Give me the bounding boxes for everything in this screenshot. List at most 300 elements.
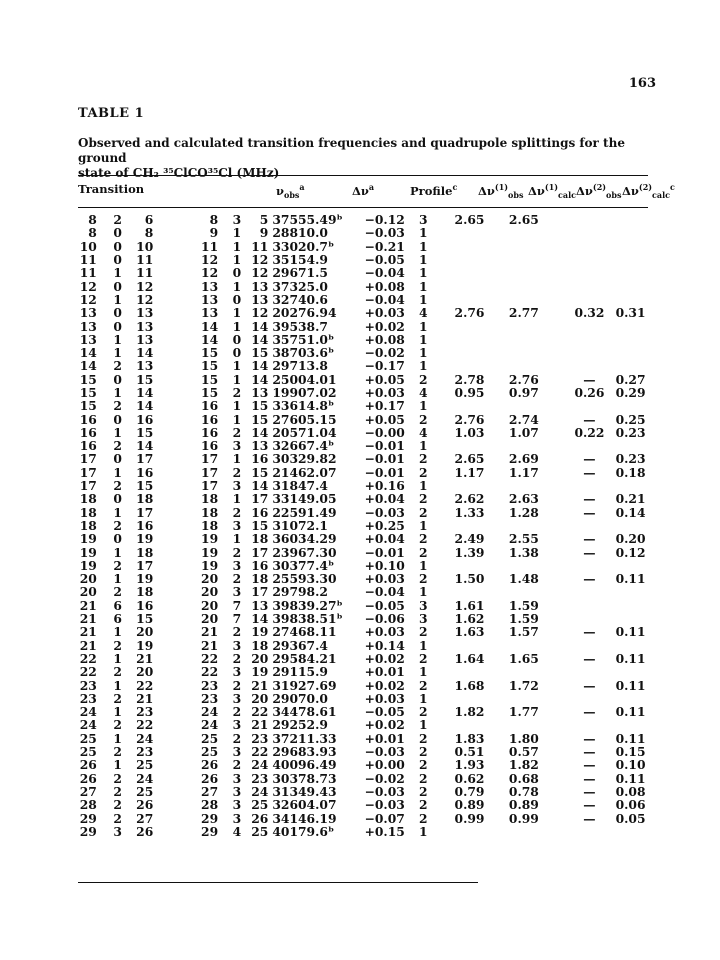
cell-dnu1-calc: 2.77 bbox=[508, 305, 539, 321]
cell-kc-upper: 17 bbox=[136, 451, 154, 467]
cell-dnu1-calc: 2.65 bbox=[508, 212, 539, 228]
cell-ka-upper: 1 bbox=[113, 424, 122, 440]
cell-dnu1-obs: 2.76 bbox=[454, 305, 485, 321]
cell-ka-lower: 7 bbox=[232, 597, 242, 613]
cell-dnu2-obs: — bbox=[583, 730, 596, 746]
cell-profile: 1 bbox=[418, 557, 428, 573]
table-row bbox=[78, 572, 668, 585]
cell-ka-lower: 1 bbox=[232, 411, 242, 427]
data-table bbox=[78, 213, 668, 838]
cell-ka-lower: 2 bbox=[232, 504, 242, 520]
cell-ka-lower: 1 bbox=[232, 358, 242, 374]
cell-ka-lower: 3 bbox=[232, 717, 242, 733]
table-row bbox=[78, 771, 668, 784]
cell-profile: 2 bbox=[418, 810, 428, 826]
cell-dnu2-obs: — bbox=[583, 677, 596, 693]
cell-ka-upper: 1 bbox=[113, 677, 122, 693]
cell-delta-nu: −0.01 bbox=[364, 438, 405, 454]
cell-ka-lower: 3 bbox=[232, 664, 242, 680]
cell-j-lower: 19 bbox=[201, 531, 219, 547]
cell-dnu2-calc: 0.25 bbox=[615, 411, 646, 427]
table-row bbox=[78, 519, 668, 532]
cell-ka-upper: 2 bbox=[113, 478, 122, 494]
table-row bbox=[78, 452, 668, 465]
cell-kc-lower: 17 bbox=[251, 491, 269, 507]
cell-dnu2-obs: 0.22 bbox=[574, 424, 605, 440]
header-dnu2-obs: $\Delta\nu^{(2)}_{obs}$ bbox=[576, 182, 622, 201]
cell-delta-nu: +0.03 bbox=[364, 690, 405, 706]
cell-dnu1-calc bbox=[509, 266, 563, 279]
cell-j-lower: 24 bbox=[201, 704, 219, 720]
cell-dnu2-calc: 0.12 bbox=[615, 544, 646, 560]
cell-ka-lower: 1 bbox=[232, 252, 242, 268]
cell-dnu2-calc bbox=[616, 213, 668, 226]
cell-dnu1-calc bbox=[509, 359, 563, 372]
table-row bbox=[78, 599, 668, 612]
cell-dnu1-obs: 0.89 bbox=[454, 797, 485, 813]
cell-dnu2-calc bbox=[616, 333, 668, 346]
cell-j-upper: 15 bbox=[79, 398, 97, 414]
cell-nu-obs: 37211.33 bbox=[272, 730, 337, 746]
cell-j-lower: 16 bbox=[201, 424, 219, 440]
cell-delta-nu: −0.21 bbox=[364, 238, 405, 254]
cell-j-upper: 20 bbox=[79, 571, 97, 587]
cell-delta-nu: +0.02 bbox=[364, 318, 405, 334]
cell-nu-obs: 20276.94 bbox=[272, 305, 337, 321]
cell-ka-upper: 0 bbox=[113, 278, 122, 294]
cell-dnu1-calc: 2.55 bbox=[508, 531, 539, 547]
cell-dnu1-obs: 1.68 bbox=[454, 677, 485, 693]
cell-kc-upper: 15 bbox=[136, 611, 154, 627]
cell-delta-nu: −0.03 bbox=[364, 744, 405, 760]
cell-dnu2-calc bbox=[616, 359, 668, 372]
cell-j-upper: 16 bbox=[79, 438, 97, 454]
cell-j-upper: 12 bbox=[79, 278, 97, 294]
table-row bbox=[78, 373, 668, 386]
cell-dnu2-obs: — bbox=[583, 451, 596, 467]
cell-delta-nu: +0.17 bbox=[364, 398, 405, 414]
cell-dnu1-obs: 1.33 bbox=[454, 504, 485, 520]
cell-kc-upper: 10 bbox=[136, 238, 154, 254]
cell-nu-obs: 30377.4ᵇ bbox=[272, 557, 335, 573]
cell-dnu2-obs: — bbox=[583, 624, 596, 640]
cell-dnu2-calc: 0.31 bbox=[615, 305, 646, 321]
cell-kc-lower: 22 bbox=[251, 744, 269, 760]
cell-j-lower: 17 bbox=[201, 451, 219, 467]
cell-ka-lower: 2 bbox=[232, 704, 242, 720]
cell-profile: 2 bbox=[418, 650, 428, 666]
cell-kc-upper: 23 bbox=[136, 704, 154, 720]
cell-j-lower: 25 bbox=[201, 744, 219, 760]
cell-j-lower: 28 bbox=[201, 797, 219, 813]
cell-nu-obs: 32604.07 bbox=[272, 797, 337, 813]
cell-delta-nu: −0.04 bbox=[364, 584, 405, 600]
cell-kc-upper: 11 bbox=[136, 265, 154, 281]
cell-j-upper: 29 bbox=[79, 823, 97, 839]
cell-dnu1-obs: 0.51 bbox=[454, 744, 485, 760]
cell-profile: 1 bbox=[418, 398, 428, 414]
cell-dnu2-obs bbox=[563, 718, 615, 731]
cell-kc-upper: 20 bbox=[136, 664, 154, 680]
cell-ka-upper: 2 bbox=[113, 770, 122, 786]
cell-profile: 1 bbox=[418, 225, 428, 241]
cell-ka-lower: 1 bbox=[232, 451, 242, 467]
cell-kc-lower: 20 bbox=[251, 650, 269, 666]
cell-kc-upper: 17 bbox=[136, 504, 154, 520]
cell-nu-obs: 29671.5 bbox=[272, 265, 328, 281]
cell-dnu1-obs bbox=[455, 319, 509, 332]
cell-dnu1-obs bbox=[455, 479, 509, 492]
page-number: 163 bbox=[628, 76, 656, 91]
cell-ka-upper: 2 bbox=[113, 584, 122, 600]
cell-ka-upper: 1 bbox=[113, 291, 122, 307]
cell-kc-upper: 14 bbox=[136, 345, 154, 361]
cell-dnu1-obs bbox=[455, 825, 509, 838]
cell-ka-lower: 3 bbox=[232, 783, 242, 799]
cell-dnu1-calc: 0.99 bbox=[508, 810, 539, 826]
cell-dnu2-calc: 0.23 bbox=[615, 451, 646, 467]
cell-j-lower: 26 bbox=[201, 770, 219, 786]
cell-j-lower: 19 bbox=[201, 544, 219, 560]
cell-kc-upper: 6 bbox=[144, 212, 154, 228]
cell-profile: 1 bbox=[418, 345, 428, 361]
cell-dnu1-obs bbox=[455, 346, 509, 359]
cell-nu-obs: 34478.61 bbox=[272, 704, 337, 720]
cell-nu-obs: 33614.8ᵇ bbox=[272, 398, 335, 414]
cell-delta-nu: +0.15 bbox=[364, 823, 405, 839]
cell-profile: 2 bbox=[418, 783, 428, 799]
header-rule bbox=[78, 207, 648, 208]
cell-ka-lower: 1 bbox=[232, 238, 242, 254]
cell-ka-upper: 0 bbox=[113, 252, 122, 268]
cell-dnu2-obs bbox=[563, 319, 615, 332]
cell-j-upper: 13 bbox=[79, 318, 97, 334]
cell-dnu1-calc: 1.17 bbox=[508, 464, 539, 480]
cell-dnu2-calc bbox=[616, 479, 668, 492]
cell-ka-upper: 2 bbox=[113, 717, 122, 733]
cell-kc-lower: 23 bbox=[251, 730, 269, 746]
cell-profile: 1 bbox=[418, 291, 428, 307]
cell-dnu2-obs: — bbox=[583, 810, 596, 826]
cell-delta-nu: +0.02 bbox=[364, 677, 405, 693]
table-row bbox=[78, 346, 668, 359]
cell-dnu1-calc: 0.57 bbox=[508, 744, 539, 760]
cell-ka-lower: 3 bbox=[232, 744, 242, 760]
cell-nu-obs: 39839.27ᵇ bbox=[272, 597, 343, 613]
cell-dnu1-calc: 1.72 bbox=[508, 677, 539, 693]
cell-dnu2-calc bbox=[616, 639, 668, 652]
cell-delta-nu: −0.03 bbox=[364, 225, 405, 241]
cell-dnu1-calc: 1.48 bbox=[508, 571, 539, 587]
cell-delta-nu: −0.01 bbox=[364, 464, 405, 480]
cell-j-lower: 9 bbox=[209, 225, 219, 241]
cell-ka-upper: 2 bbox=[113, 637, 122, 653]
cell-profile: 3 bbox=[418, 611, 428, 627]
cell-dnu2-calc bbox=[616, 399, 668, 412]
cell-dnu1-obs bbox=[455, 692, 509, 705]
cell-j-upper: 18 bbox=[79, 491, 97, 507]
cell-nu-obs: 40096.49 bbox=[272, 757, 337, 773]
cell-dnu1-calc bbox=[509, 226, 563, 239]
cell-ka-lower: 1 bbox=[232, 305, 242, 321]
cell-j-upper: 11 bbox=[79, 265, 97, 281]
cell-delta-nu: +0.08 bbox=[364, 331, 405, 347]
cell-nu-obs: 32740.6 bbox=[272, 291, 328, 307]
cell-kc-upper: 27 bbox=[136, 810, 154, 826]
cell-dnu2-obs: 0.32 bbox=[574, 305, 605, 321]
table-row bbox=[78, 293, 668, 306]
cell-kc-upper: 13 bbox=[136, 358, 154, 374]
cell-ka-lower: 2 bbox=[232, 464, 242, 480]
cell-dnu1-obs bbox=[455, 559, 509, 572]
cell-ka-lower: 2 bbox=[232, 730, 242, 746]
cell-j-lower: 13 bbox=[201, 291, 219, 307]
cell-j-upper: 21 bbox=[79, 597, 97, 613]
table-row bbox=[78, 785, 668, 798]
cell-dnu1-obs: 1.63 bbox=[454, 624, 485, 640]
cell-dnu2-obs bbox=[563, 665, 615, 678]
cell-dnu2-calc bbox=[616, 665, 668, 678]
cell-ka-lower: 7 bbox=[232, 611, 242, 627]
cell-ka-lower: 3 bbox=[232, 557, 242, 573]
cell-kc-lower: 5 bbox=[259, 212, 269, 228]
cell-dnu2-obs: 0.26 bbox=[574, 385, 605, 400]
cell-j-upper: 13 bbox=[79, 305, 97, 321]
table-row bbox=[78, 625, 668, 638]
cell-profile: 2 bbox=[418, 504, 428, 520]
cell-dnu1-obs bbox=[455, 333, 509, 346]
cell-kc-lower: 16 bbox=[251, 557, 269, 573]
cell-ka-upper: 1 bbox=[113, 464, 122, 480]
cell-dnu2-obs bbox=[563, 519, 615, 532]
cell-delta-nu: +0.05 bbox=[364, 411, 405, 427]
cell-ka-upper: 1 bbox=[113, 385, 122, 400]
cell-dnu1-calc: 0.89 bbox=[508, 797, 539, 813]
cell-ka-upper: 6 bbox=[113, 597, 122, 613]
cell-ka-upper: 1 bbox=[113, 757, 122, 773]
cell-profile: 2 bbox=[418, 411, 428, 427]
cell-kc-lower: 18 bbox=[251, 571, 269, 587]
cell-dnu2-calc: 0.11 bbox=[615, 677, 646, 693]
cell-dnu2-calc: 0.20 bbox=[615, 531, 646, 547]
cell-ka-lower: 1 bbox=[232, 225, 242, 241]
cell-nu-obs: 25004.01 bbox=[272, 371, 337, 387]
cell-j-upper: 23 bbox=[79, 690, 97, 706]
table-row bbox=[78, 226, 668, 239]
cell-ka-upper: 2 bbox=[113, 664, 122, 680]
cell-j-lower: 29 bbox=[201, 810, 219, 826]
cell-profile: 2 bbox=[418, 544, 428, 560]
cell-dnu2-calc: 0.11 bbox=[615, 624, 646, 640]
cell-dnu1-calc bbox=[509, 253, 563, 266]
cell-dnu1-calc bbox=[509, 279, 563, 292]
cell-dnu1-obs: 1.93 bbox=[454, 757, 485, 773]
cell-delta-nu: −0.06 bbox=[364, 611, 405, 627]
cell-dnu1-calc: 0.68 bbox=[508, 770, 539, 786]
header-profile: Profile$^c$ bbox=[410, 182, 458, 198]
cell-nu-obs: 30329.82 bbox=[272, 451, 337, 467]
cell-delta-nu: +0.16 bbox=[364, 478, 405, 494]
cell-dnu1-calc bbox=[509, 718, 563, 731]
cell-nu-obs: 21462.07 bbox=[272, 464, 337, 480]
cell-dnu2-calc bbox=[616, 279, 668, 292]
cell-dnu1-calc: 0.78 bbox=[508, 783, 539, 799]
cell-j-upper: 20 bbox=[79, 584, 97, 600]
cell-dnu1-obs: 1.50 bbox=[454, 571, 485, 587]
cell-ka-lower: 3 bbox=[232, 797, 242, 813]
cell-j-lower: 22 bbox=[201, 650, 219, 666]
cell-ka-upper: 0 bbox=[113, 451, 122, 467]
cell-kc-lower: 12 bbox=[251, 265, 269, 281]
table-row bbox=[78, 798, 668, 811]
table-row bbox=[78, 266, 668, 279]
cell-dnu2-obs bbox=[563, 559, 615, 572]
cell-j-upper: 29 bbox=[79, 810, 97, 826]
cell-kc-upper: 18 bbox=[136, 584, 154, 600]
cell-dnu2-obs: — bbox=[583, 783, 596, 799]
cell-profile: 3 bbox=[418, 212, 428, 228]
cell-dnu1-obs: 2.65 bbox=[454, 451, 485, 467]
cell-profile: 1 bbox=[418, 278, 428, 294]
cell-nu-obs: 29713.8 bbox=[272, 358, 328, 374]
cell-nu-obs: 29115.9 bbox=[272, 664, 328, 680]
table-row bbox=[78, 825, 668, 838]
cell-dnu2-obs: — bbox=[583, 744, 596, 760]
cell-ka-lower: 0 bbox=[232, 265, 242, 281]
cell-dnu2-calc bbox=[616, 346, 668, 359]
cell-dnu2-calc: 0.11 bbox=[615, 571, 646, 587]
cell-dnu2-calc: 0.27 bbox=[615, 371, 646, 387]
cell-nu-obs: 29252.9 bbox=[272, 717, 328, 733]
cell-nu-obs: 34146.19 bbox=[272, 810, 337, 826]
cell-dnu2-calc: 0.23 bbox=[615, 424, 646, 440]
cell-dnu1-obs bbox=[455, 718, 509, 731]
cell-j-upper: 21 bbox=[79, 637, 97, 653]
cell-ka-upper: 0 bbox=[113, 318, 122, 334]
cell-kc-lower: 17 bbox=[251, 544, 269, 560]
cell-dnu2-obs: — bbox=[583, 571, 596, 587]
cell-j-lower: 20 bbox=[201, 597, 219, 613]
cell-nu-obs: 29070.0 bbox=[272, 690, 328, 706]
table-row bbox=[78, 758, 668, 771]
cell-profile: 1 bbox=[418, 331, 428, 347]
cell-kc-lower: 15 bbox=[251, 464, 269, 480]
cell-delta-nu: +0.05 bbox=[364, 371, 405, 387]
cell-kc-upper: 12 bbox=[136, 291, 154, 307]
cell-dnu1-obs: 1.03 bbox=[454, 424, 485, 440]
table-row bbox=[78, 532, 668, 545]
cell-ka-lower: 2 bbox=[232, 385, 242, 400]
table-row bbox=[78, 612, 668, 625]
cell-profile: 4 bbox=[418, 305, 428, 321]
cell-dnu2-calc bbox=[616, 293, 668, 306]
cell-ka-lower: 2 bbox=[232, 571, 242, 587]
cell-ka-upper: 1 bbox=[113, 650, 122, 666]
cell-j-lower: 18 bbox=[201, 491, 219, 507]
cell-dnu2-obs: — bbox=[583, 757, 596, 773]
cell-delta-nu: −0.05 bbox=[364, 252, 405, 268]
cell-dnu1-obs: 2.78 bbox=[454, 371, 485, 387]
cell-ka-upper: 2 bbox=[113, 797, 122, 813]
cell-kc-upper: 26 bbox=[136, 797, 154, 813]
cell-dnu1-calc: 2.69 bbox=[508, 451, 539, 467]
cell-delta-nu: +0.04 bbox=[364, 491, 405, 507]
cell-dnu2-calc bbox=[616, 692, 668, 705]
cell-delta-nu: −0.02 bbox=[364, 345, 405, 361]
cell-profile: 1 bbox=[418, 637, 428, 653]
cell-profile: 1 bbox=[418, 478, 428, 494]
cell-nu-obs: 31349.43 bbox=[272, 783, 337, 799]
table-row bbox=[78, 559, 668, 572]
cell-kc-lower: 16 bbox=[251, 451, 269, 467]
cell-kc-upper: 16 bbox=[136, 517, 154, 533]
cell-kc-lower: 23 bbox=[251, 770, 269, 786]
cell-dnu2-obs bbox=[563, 346, 615, 359]
cell-dnu2-obs: — bbox=[583, 504, 596, 520]
cell-nu-obs: 37325.0 bbox=[272, 278, 328, 294]
cell-dnu1-obs bbox=[455, 266, 509, 279]
cell-ka-lower: 2 bbox=[232, 624, 242, 640]
cell-kc-lower: 26 bbox=[251, 810, 269, 826]
cell-kc-upper: 17 bbox=[136, 557, 154, 573]
cell-dnu1-calc: 1.82 bbox=[508, 757, 539, 773]
table-row bbox=[78, 466, 668, 479]
cell-delta-nu: +0.02 bbox=[364, 717, 405, 733]
cell-delta-nu: −0.03 bbox=[364, 504, 405, 520]
cell-dnu1-calc: 1.65 bbox=[508, 650, 539, 666]
table-row bbox=[78, 213, 668, 226]
cell-kc-upper: 16 bbox=[136, 411, 154, 427]
cell-j-lower: 16 bbox=[201, 398, 219, 414]
cell-ka-lower: 0 bbox=[232, 331, 242, 347]
cell-dnu2-obs bbox=[563, 213, 615, 226]
cell-j-upper: 17 bbox=[79, 478, 97, 494]
cell-dnu1-calc bbox=[509, 665, 563, 678]
cell-kc-lower: 14 bbox=[251, 331, 269, 347]
cell-j-upper: 25 bbox=[79, 730, 97, 746]
cell-ka-upper: 1 bbox=[113, 544, 122, 560]
cell-j-upper: 22 bbox=[79, 664, 97, 680]
cell-dnu2-obs bbox=[563, 333, 615, 346]
cell-ka-upper: 2 bbox=[113, 438, 122, 454]
cell-kc-upper: 26 bbox=[136, 823, 154, 839]
cell-kc-lower: 22 bbox=[251, 704, 269, 720]
cell-dnu2-calc bbox=[616, 519, 668, 532]
cell-kc-lower: 13 bbox=[251, 291, 269, 307]
cell-ka-upper: 2 bbox=[113, 212, 122, 228]
cell-dnu2-obs bbox=[563, 692, 615, 705]
cell-dnu1-calc: 1.07 bbox=[508, 424, 539, 440]
table-row bbox=[78, 745, 668, 758]
cell-kc-lower: 11 bbox=[251, 238, 269, 254]
cell-profile: 2 bbox=[418, 757, 428, 773]
cell-nu-obs: 39538.7 bbox=[272, 318, 328, 334]
cell-ka-lower: 1 bbox=[232, 491, 242, 507]
cell-delta-nu: +0.03 bbox=[364, 385, 405, 400]
cell-dnu1-obs bbox=[455, 279, 509, 292]
cell-profile: 3 bbox=[418, 597, 428, 613]
cell-dnu1-obs bbox=[455, 585, 509, 598]
cell-dnu2-calc: 0.11 bbox=[615, 704, 646, 720]
cell-dnu1-obs: 1.17 bbox=[454, 464, 485, 480]
cell-ka-upper: 0 bbox=[113, 305, 122, 321]
cell-dnu1-obs: 2.65 bbox=[454, 212, 485, 228]
cell-kc-lower: 14 bbox=[251, 371, 269, 387]
cell-dnu2-calc: 0.11 bbox=[615, 770, 646, 786]
cell-kc-upper: 19 bbox=[136, 637, 154, 653]
cell-ka-upper: 1 bbox=[113, 331, 122, 347]
cell-nu-obs: 37555.49ᵇ bbox=[272, 212, 343, 228]
